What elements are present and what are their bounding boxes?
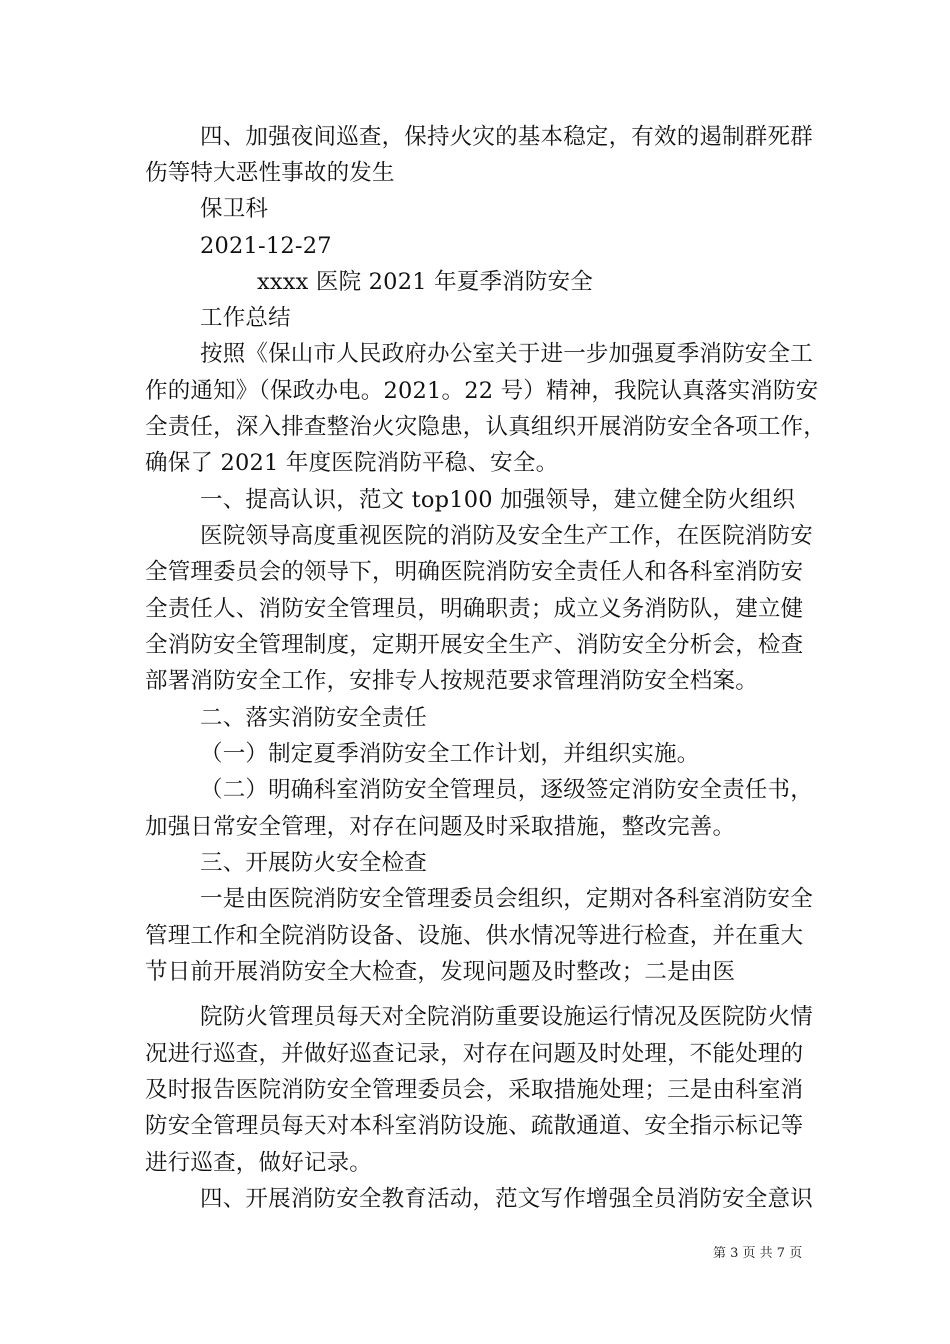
- section-title: 工作总结: [200, 305, 291, 331]
- section-title: xxxx 医院 2021 年夏季消防安全: [257, 269, 593, 295]
- paragraph-line: 加强日常安全管理，对存在问题及时采取措施，整改完善。: [145, 814, 736, 840]
- paragraph-line: 按照《保山市人民政府办公室关于进一步加强夏季消防安全工: [200, 341, 813, 367]
- paragraph-line: 全责任人、消防安全管理员，明确职责；成立义务消防队，建立健: [145, 596, 804, 622]
- paragraph-line: （一）制定夏季消防安全工作计划，并组织实施。: [200, 741, 700, 767]
- page-number: 第 3 页 共 7 页: [713, 1246, 803, 1261]
- paragraph-line: 确保了 2021 年度医院消防平稳、安全。: [145, 450, 559, 476]
- paragraph-line: 全管理委员会的领导下，明确医院消防安全责任人和各科室消防安: [145, 559, 804, 585]
- paragraph-line: 一是由医院消防安全管理委员会组织，定期对各科室消防安全: [200, 886, 813, 912]
- paragraph-line: 全责任，深入排查整治火灾隐患，认真组织开展消防安全各项工作，: [145, 414, 827, 440]
- paragraph-line: 医院领导高度重视医院的消防及安全生产工作，在医院消防安: [200, 523, 813, 549]
- paragraph-line: 况进行巡查，并做好巡查记录，对存在问题及时处理，不能处理的: [145, 1041, 804, 1067]
- heading-line: 四、开展消防安全教育活动，范文写作增强全员消防安全意识: [200, 1186, 813, 1212]
- paragraph-line: 部署消防安全工作，安排专人按规范要求管理消防安全档案。: [145, 668, 758, 694]
- heading-line: 二、落实消防安全责任: [200, 705, 428, 731]
- paragraph-line: 四、加强夜间巡查，保持火灾的基本稳定，有效的遏制群死群: [200, 124, 813, 150]
- paragraph-line: 进行巡查，做好记录。: [145, 1150, 373, 1176]
- paragraph-line: 节日前开展消防安全大检查，发现问题及时整改；二是由医: [145, 959, 736, 985]
- paragraph-line: （二）明确科室消防安全管理员，逐级签定消防安全责任书，: [200, 777, 813, 803]
- paragraph-line: 伤等特大恶性事故的发生: [145, 160, 395, 186]
- paragraph-line: 防安全管理员每天对本科室消防设施、疏散通道、安全指示标记等: [145, 1113, 804, 1139]
- paragraph-line: 全消防安全管理制度，定期开展安全生产、消防安全分析会，检查: [145, 632, 804, 658]
- signature-date: 2021-12-27: [200, 233, 332, 259]
- heading-line: 一、提高认识，范文 top100 加强领导，建立健全防火组织: [200, 487, 796, 513]
- signature-department: 保卫科: [200, 196, 269, 222]
- paragraph-line: 院防火管理员每天对全院消防重要设施运行情况及医院防火情: [200, 1004, 813, 1030]
- heading-line: 三、开展防火安全检查: [200, 850, 428, 876]
- paragraph-line: 作的通知》（保政办电。2021。22 号）精神，我院认真落实消防安: [145, 378, 819, 404]
- paragraph-line: 管理工作和全院消防设备、设施、供水情况等进行检查，并在重大: [145, 923, 804, 949]
- paragraph-line: 及时报告医院消防安全管理委员会，采取措施处理；三是由科室消: [145, 1077, 804, 1103]
